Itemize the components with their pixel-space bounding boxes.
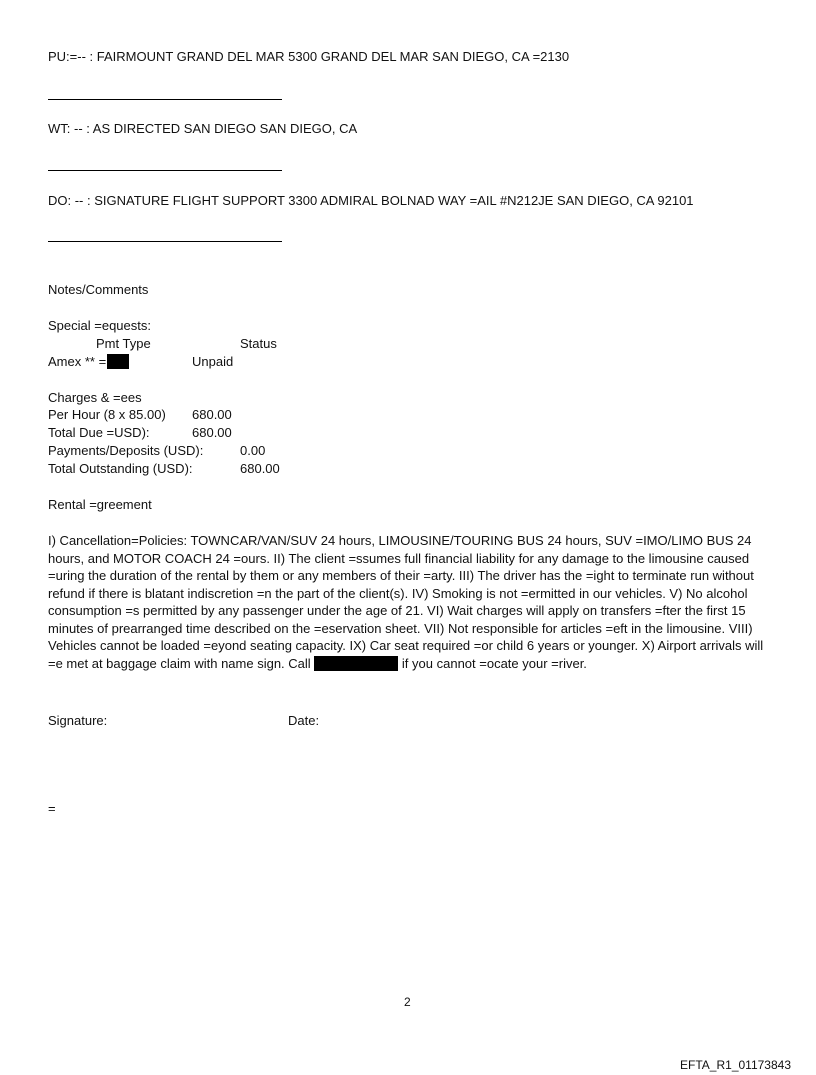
divider [48,241,282,242]
pickup-line: PU:=-- : FAIRMOUNT GRAND DEL MAR 5300 GRAND DEL MAR SAN DIEGO, CA =2130 [48,49,570,64]
stray-character: = [48,801,56,816]
divider [48,99,282,100]
charges-heading: Charges & =ees [48,390,142,405]
agreement-heading: Rental =greement [48,497,152,512]
wait-line: WT: -- : AS DIRECTED SAN DIEGO SAN DIEGO, CA [48,121,358,136]
date-label: Date: [288,713,320,728]
dropoff-line: DO: -- : SIGNATURE FLIGHT SUPPORT 3300 ADMIRAL BOLNAD WAY =AIL #N212JE SAN DIEGO, CA 92101 [48,193,694,208]
redaction-block [314,656,398,671]
payment-method-text: Amex ** = [48,354,107,369]
agreement-body-end: if you cannot =ocate your =river. [401,655,587,671]
page-number: 2 [404,995,411,1009]
status-header: Status [240,336,277,351]
document-id: EFTA_R1_01173843 [680,1058,791,1072]
charge-label: Payments/Deposits (USD): [48,443,204,458]
charge-label: Total Outstanding (USD): [48,461,193,476]
charge-value: 0.00 [240,443,266,458]
payment-method [48,353,129,371]
signature-label: Signature: [48,713,108,728]
pmt-type-header: Pmt Type [96,336,151,351]
agreement-text [48,532,770,672]
divider [48,170,282,171]
charge-value: 680.00 [240,461,280,476]
charge-label: Per Hour (8 x 85.00) [48,407,166,422]
agreement-body: I) Cancellation=Policies: TOWNCAR/VAN/SUV 24 hours, LIMOUSINE/TOURING BUS 24 hours, SUV =IMO/LIMO BUS 24 hours, and MOTOR COACH 24 =ours. II) The client =ssumes full financial liability for any damage to the limousine caused =uring the duration of the rental by them or any members of their =arty. III) The driver has the =ight to terminate run without refund if there is blatant indiscretion =n the part of the client(s). IV) Smoking is not =ermitted in our vehicles. V) No alcohol consumption =s permitted by any passenger under the age of 21. VI) Wait charges will apply on transfers =fter the first 15 minutes of prearranged time described on the =eservation sheet. VII) Not responsible for articles =eft in the limousine. VIII) Vehicles cannot be loaded =eyond seating capacity. IX) Car seat required =or child 6 years or younger. X) Airport arrivals will =e met at baggage claim with name sign. Call [48,533,764,671]
charge-value: 680.00 [192,407,232,422]
special-requests-label: Special =equests: [48,318,151,333]
charge-value: 680.00 [192,425,232,440]
charge-label: Total Due =USD): [48,425,150,440]
redaction-block [107,354,129,369]
notes-label: Notes/Comments [48,282,149,297]
payment-status: Unpaid [192,354,234,369]
